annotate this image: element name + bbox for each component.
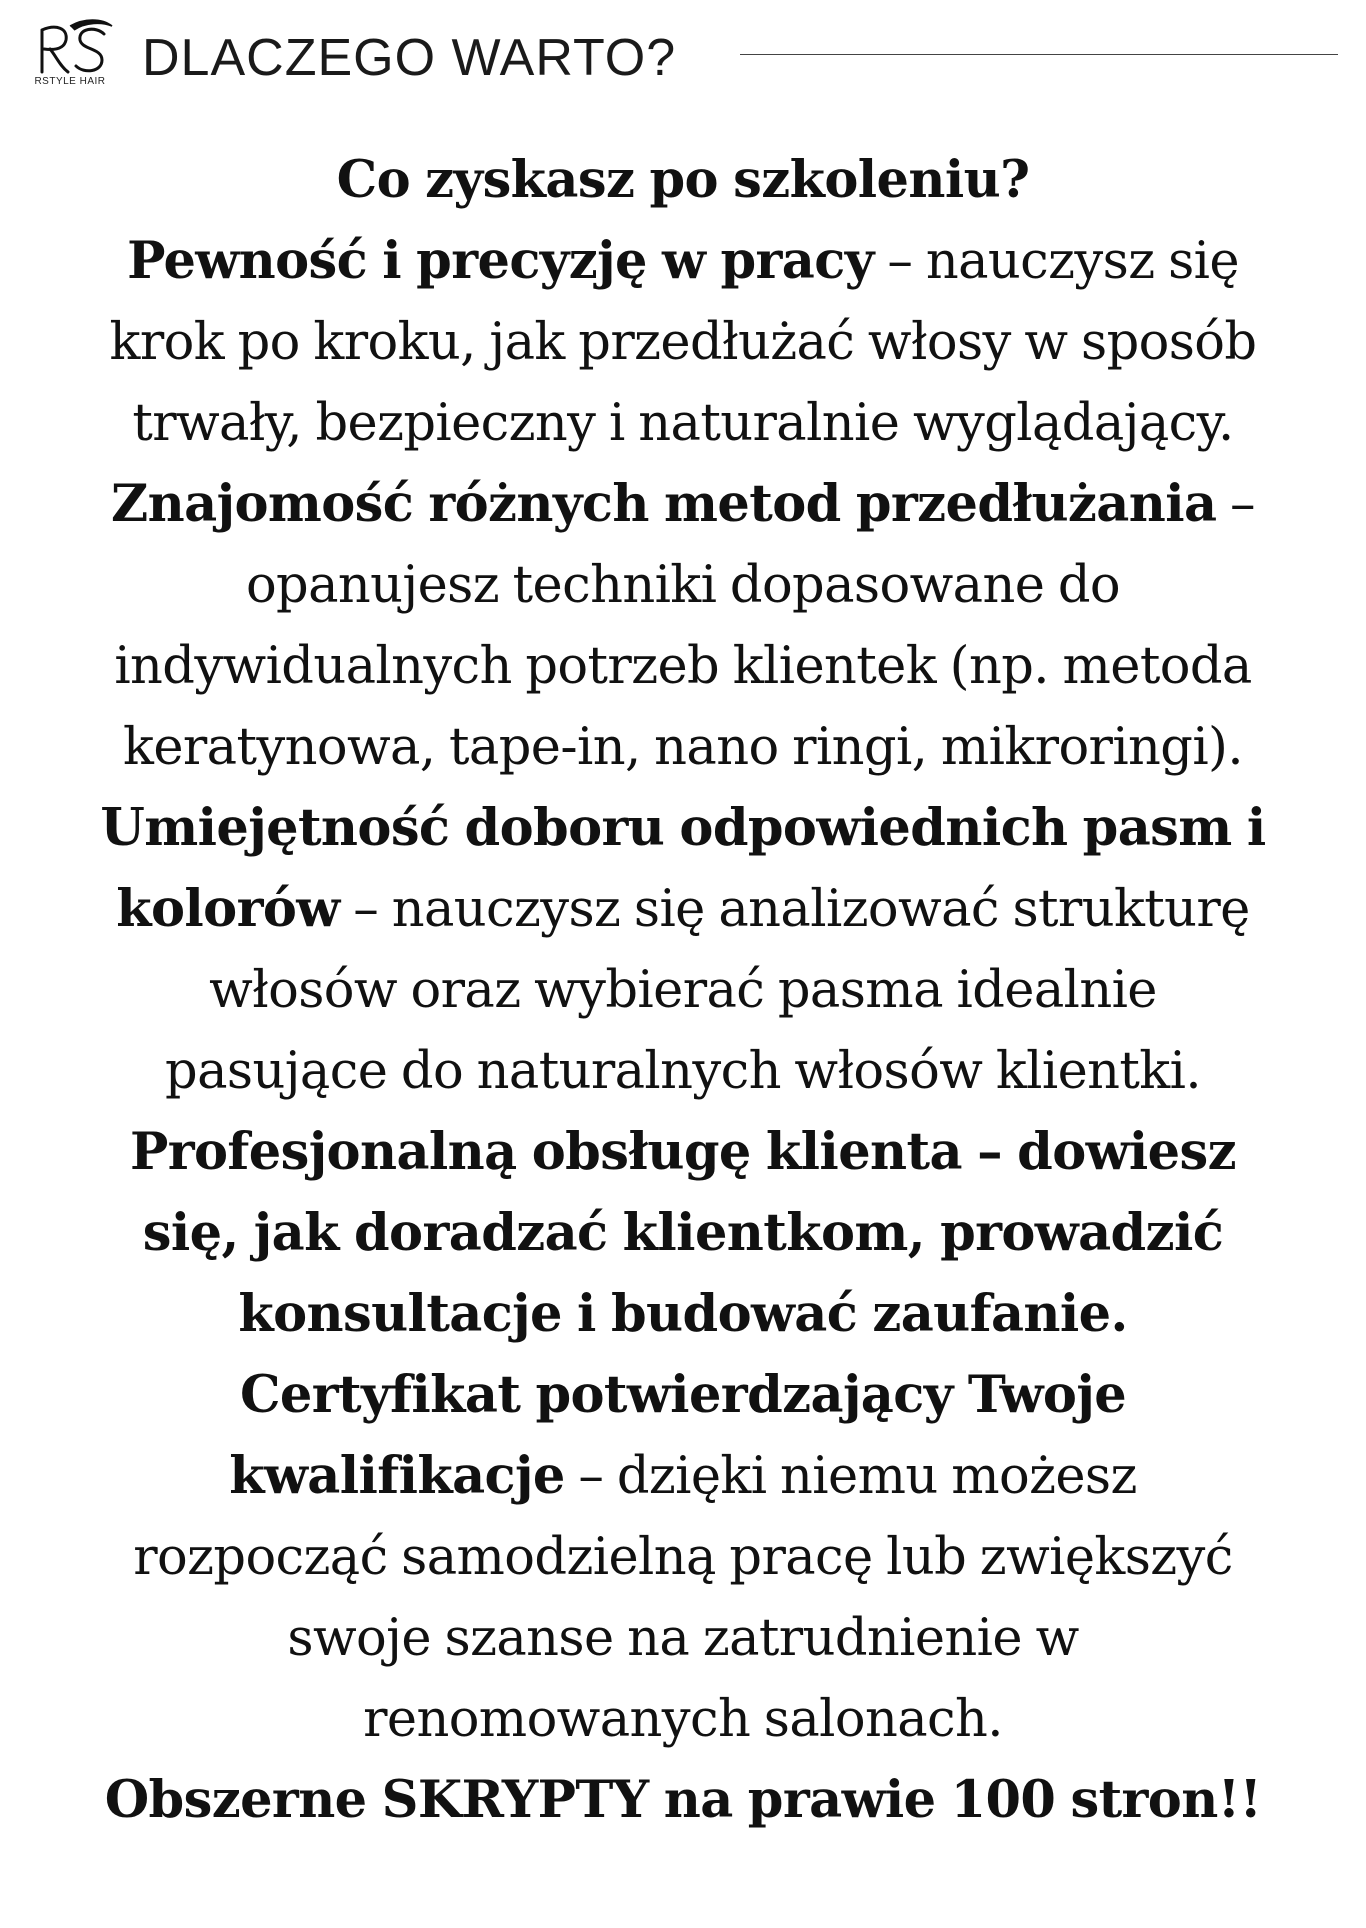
text-line — [30, 1355, 1336, 1436]
text-line — [30, 221, 1336, 302]
text-line — [30, 626, 1336, 707]
text-line — [30, 1679, 1336, 1760]
rs-monogram-icon — [32, 16, 116, 78]
normal-text: – nauczysz się — [873, 232, 1239, 291]
text-line — [30, 788, 1336, 869]
title-divider — [740, 54, 1338, 55]
text-line — [30, 1760, 1336, 1841]
text-line — [30, 1274, 1336, 1355]
benefits-text — [30, 140, 1336, 1841]
normal-text: włosów oraz wybierać pasma idealnie — [209, 961, 1157, 1020]
text-line — [30, 1031, 1336, 1112]
bold-text: Co zyskasz po szkoleniu? — [336, 150, 1030, 210]
normal-text: opanujesz techniki dopasowane do — [245, 556, 1121, 615]
bold-text: się, jak doradzać klientkom, prowadzić — [142, 1203, 1224, 1263]
normal-text: rozpocząć samodzielną pracę lub zwiększyć — [133, 1528, 1233, 1587]
bold-text: Certyfikat potwierdzający Twoje — [239, 1365, 1127, 1425]
bold-text: Umiejętność doboru odpowiednich pasm i — [100, 798, 1266, 858]
text-line — [30, 383, 1336, 464]
text-line — [30, 464, 1336, 545]
text-line — [30, 140, 1336, 221]
bold-text: konsultacje i budować zaufanie. — [238, 1284, 1128, 1344]
text-line — [30, 1193, 1336, 1274]
normal-text: krok po kroku, jak przedłużać włosy w sposób — [109, 313, 1257, 372]
normal-text: indywidualnych potrzeb klientek (np. metoda — [114, 637, 1252, 696]
brand-logo — [24, 16, 124, 90]
page-title: DLACZEGO WARTO? — [142, 29, 677, 87]
bold-text: Profesjonalną obsługę klienta – dowiesz — [129, 1122, 1237, 1182]
normal-text: keratynowa, tape-in, nano ringi, mikroringi). — [123, 718, 1243, 777]
normal-text: renomowanych salonach. — [363, 1690, 1003, 1749]
text-line — [30, 707, 1336, 788]
text-line — [30, 1436, 1336, 1517]
text-line — [30, 1517, 1336, 1598]
normal-text: – nauczysz się analizować strukturę — [339, 880, 1250, 939]
normal-text: – dzięki niemu możesz — [564, 1447, 1137, 1506]
text-line — [30, 950, 1336, 1031]
page-header — [18, 16, 1338, 98]
bold-text: Pewność i precyzję w pracy — [127, 231, 874, 291]
bold-text: kolorów — [116, 879, 340, 939]
normal-text: swoje szanse na zatrudnienie w — [287, 1609, 1079, 1668]
text-line — [30, 1112, 1336, 1193]
normal-text: trwały, bezpieczny i naturalnie wyglądający. — [132, 394, 1234, 453]
logo-caption: RSTYLE HAIR — [34, 76, 106, 87]
bold-text: kwalifikacje — [229, 1446, 565, 1506]
bold-text: Obszerne SKRYPTY na prawie 100 stron!! — [104, 1770, 1262, 1830]
text-line — [30, 302, 1336, 383]
text-line — [30, 869, 1336, 950]
bold-text: Znajomość różnych metod przedłużania — [111, 474, 1217, 534]
text-line — [30, 1598, 1336, 1679]
normal-text: pasujące do naturalnych włosów klientki. — [165, 1042, 1201, 1101]
text-line — [30, 545, 1336, 626]
normal-text: – — [1216, 475, 1255, 534]
